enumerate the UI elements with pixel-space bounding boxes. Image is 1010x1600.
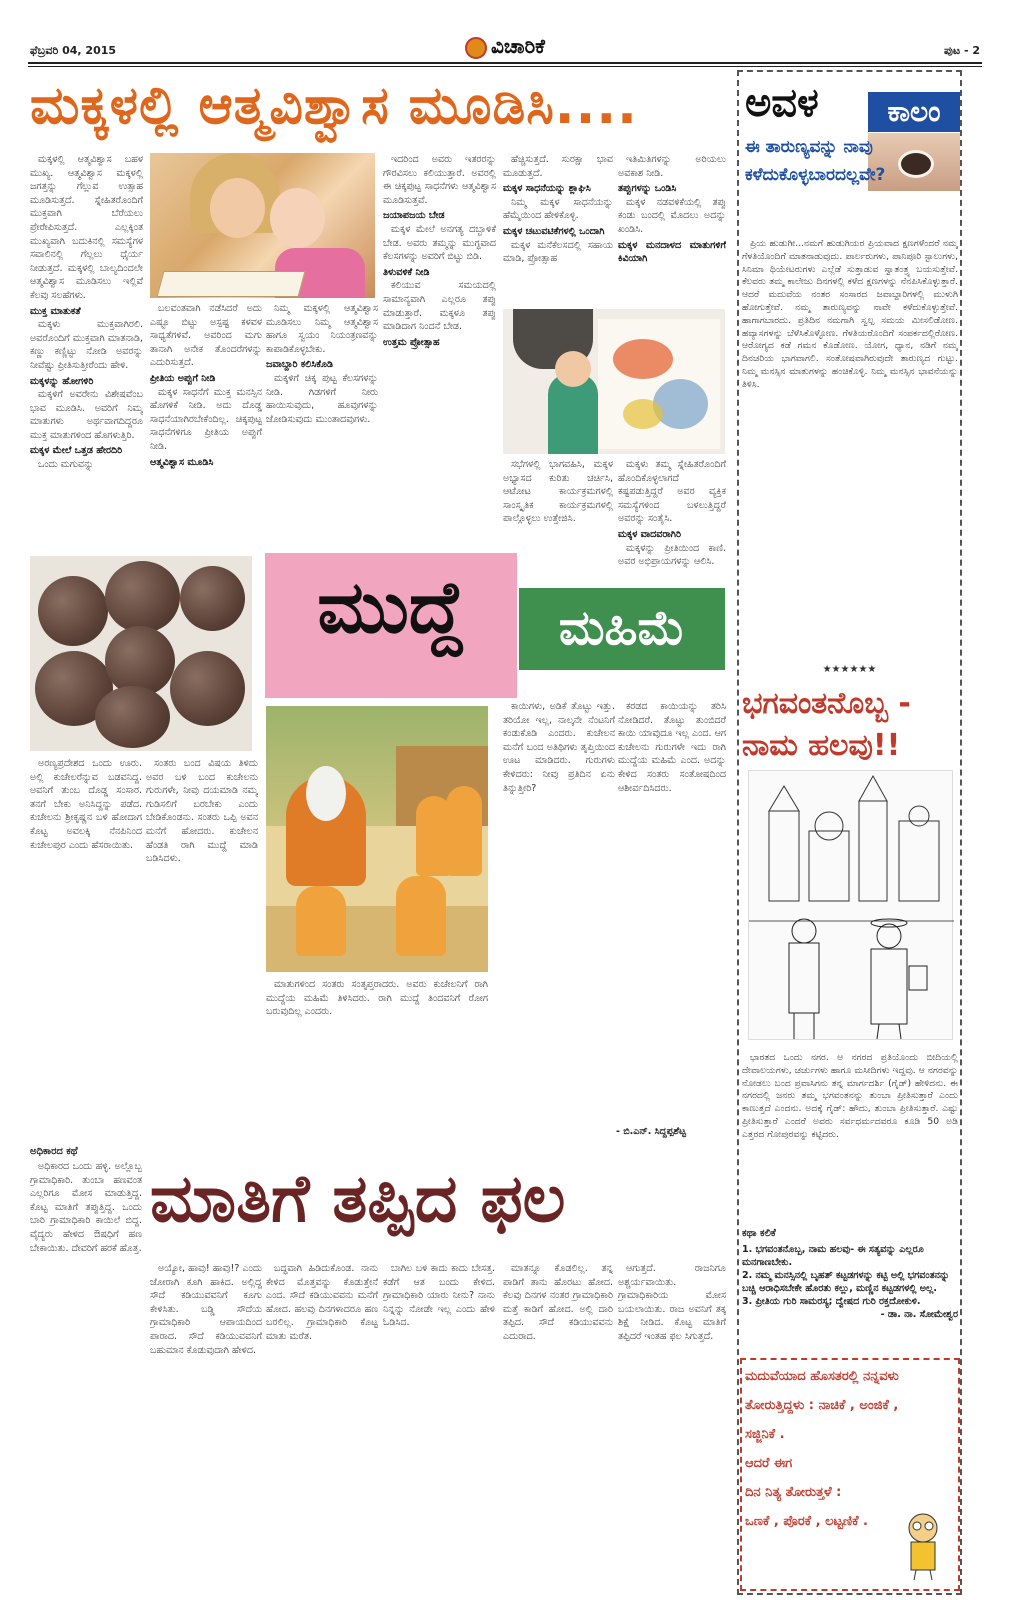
- issue-date: ಫೆಬ್ರವರಿ 04, 2015: [30, 44, 117, 57]
- article3-column-6: [618, 1262, 726, 1585]
- article3-label: ಅಧಿಕಾರದ ಕಥೆ: [30, 1146, 78, 1157]
- article1-paragraph: ಮಕ್ಕಳು ತಮ್ಮ ಸ್ನೇಹಿತರೊಂದಿಗೆ ಹೊಂದಿಕೊಳ್ಳಲಾಗದೆ ಕಷ್ಟಪಡುತ್ತಿದ್ದರೆ ಅವರ ವ್ಯಕ್ತಿಕ ಸಮಸ್ಯೆಗಳಿಂದ ಬಳಲುತ್ತಿದ್ದರೆ ಅವರನ್ನು ಸಂತೈಸಿ.: [618, 459, 726, 525]
- lesson-item: 1. ಭಗವಂತನೊಬ್ಬ, ನಾಮ ಹಲವು- ಈ ಸತ್ಯವನ್ನು ಎಲ್ಲರೂ ಮನಗಾಣಬೇಕು.: [742, 1244, 924, 1268]
- joke-line: ಆದರೆ ಈಗ: [745, 1456, 793, 1471]
- article1-paragraph: ಮಕ್ಕಳನ್ನು ಪ್ರೀತಿಯಿಂದ ಕಾಣಿ. ಅವರ ಅಭಿಪ್ರಾಯಗಳನ್ನು ಆಲಿಸಿ.: [618, 542, 726, 568]
- article1-subhead: ಜಯಾಪಜಯ ಬೇಡ: [383, 210, 445, 222]
- article1-column-3: [266, 302, 378, 545]
- header-divider: [28, 62, 982, 64]
- article2-paragraph: ಮಾತುಗಳಿಂದ ಸಂತರು ಸಂತೃಪ್ತರಾದರು. ಅವರು ಕುಚೇಲನಿಗೆ ರಾಗಿ ಮುದ್ದೆಯ ಮಹಿಮೆ ತಿಳಿಸಿದರು. ರಾಗಿ ಮುದ್ದೆ ತಿಂದವನಿಗೆ ರೋಗ ಬರುವುದಿಲ್ಲ ಎಂದರು.: [266, 979, 488, 1018]
- sidebar-column-title: ಅವಳ: [745, 80, 819, 126]
- article1-paragraph: ಮಕ್ಕಳ ನಡವಳಿಕೆಯಲ್ಲಿ ತಪ್ಪು ಕಂಡು ಬಂದಲ್ಲಿ ಮೊದಲು ಅದನ್ನು ಖಂಡಿಸಿ.: [618, 196, 726, 235]
- article2-column-1: [30, 757, 142, 1142]
- section-stars-divider: ★★★★★★: [822, 664, 877, 675]
- article1-paragraph: ನಿಮ್ಮ ಮಕ್ಕಳಲ್ಲಿ ಆತ್ಮವಿಶ್ವಾಸ ಮೂಡಿಸಲು ನಿಮ್ಮ ಆತ್ಮವಿಶ್ವಾಸ ಹಾಗೂ ಸ್ವಯಂ ನಿಯಂತ್ರಣವನ್ನು ಕಾಪಾಡಿಕೊಳ್ಳಬೇಕು.: [266, 303, 378, 355]
- article1-paragraph: ಮಕ್ಕಳಿಗೆ ಚಿಕ್ಕ ಪುಟ್ಟ ಕೆಲಸಗಳನ್ನು ನೀಡಿ. ಗಿಡಗಳಿಗೆ ನೀರು ಹಾಯಿಸುವುದು, ಹೂವುಗಳನ್ನು ಜೋಡಿಸುವುದು ಮುಂತಾದವುಗಳು.: [266, 372, 378, 425]
- joke-line: ಒಣಕೆ , ಪೊರಕೆ , ಲಟ್ಟಣಿಕೆ .: [745, 1514, 868, 1529]
- sidebar-subtitle: ಈ ತಾರುಣ್ಯವನ್ನು ನಾವು ಕಳೆದುಕೊಳ್ಳಬಾರದಲ್ಲವೇ?: [745, 137, 886, 185]
- joke-line: ದಿನ ನಿತ್ಯ ತೋರುತ್ತಳೆ :: [745, 1485, 842, 1500]
- article1-paragraph: ನಿಮ್ಮ ಮಕ್ಕಳ ಸಾಧನೆಯನ್ನು ಹೆಮ್ಮೆಯಿಂದ ಹೇಳಿಕೊಳ್ಳಿ.: [503, 196, 613, 222]
- article1-subhead: ಮಕ್ಕಳ ಮನದಾಳದ ಮಾತುಗಳಿಗೆ ಕಿವಿಯಾಗಿ: [618, 239, 726, 265]
- article2-column-5: [618, 700, 726, 1120]
- sidebar-story-body: [742, 1052, 958, 1224]
- article3-paragraph: ಮಾತನ್ನೂ ಕೊಡಲಿಲ್ಲ. ತನ್ನ ಪಾಡಿಗೆ ತಾನು ಹೊರಟು ಹೋದ. ಕೆಲವು ದಿನಗಳ ನಂತರ ಗ್ರಾಮಾಧಿಕಾರಿ ಮತ್ತೆ ಕಾಡಿಗೆ ಹೋದ. ಅಲ್ಲಿ ದಾರಿ ತಪ್ಪಿದ. ಸೌದೆ ಕಡಿಯುವವನು ಎದುರಾದ.: [503, 1263, 613, 1342]
- story-lesson-list: [742, 1243, 958, 1321]
- article1-subhead: ಮಕ್ಕಳ ಚಟುವಟಿಕೆಗಳಲ್ಲಿ ಒಂದಾಗಿ: [503, 225, 605, 237]
- mother-child-reading-photo: [150, 153, 375, 298]
- article1-headline: ಮಕ್ಕಳಲ್ಲಿ ಆತ್ಮವಿಶ್ವಾಸ ಮೂಡಿಸಿ....: [30, 76, 638, 136]
- article1-paragraph: ಮಕ್ಕಳ ಮೇಲೆ ಅನಗತ್ಯ ದಬ್ಬಾಳಿಕೆ ಬೇಡ. ಅವರು ತಮ್ಮನ್ನು ಮುಗ್ಧವಾದ ಕೆಲಸಗಳನ್ನು ಅವರಿಗೆ ಬಿಟ್ಟು ಬಿಡಿ.: [383, 223, 496, 263]
- article1-paragraph: ಬಲವಂತವಾಗಿ ನಡೆಸಿದರೆ ಅದು ಎಷ್ಟೂ ಬಿಟ್ಟು ಅಸ್ಪಷ್ಟ ಕಳವಳ ಸಾಧ್ಯತೆಗಳಿವೆ. ಅವರಿಂದ ಮಗು ತಾನಾಗಿ ಅನೇಕ ತೊಂದರೆಗಳನ್ನು ಎದುರಿಸುತ್ತದೆ.: [150, 303, 262, 369]
- article3-column-5: [503, 1262, 613, 1585]
- article1-paragraph: ಕಲಿಯುವ ಸಮಯದಲ್ಲಿ ಸಾಮಾನ್ಯವಾಗಿ ಎಲ್ಲರೂ ತಪ್ಪು ಮಾಡುತ್ತಾರೆ. ಮಕ್ಕಳೂ ತಪ್ಪು ಮಾಡಿದಾಗ ನಿಂದನೆ ಬೇಡ.: [383, 280, 496, 333]
- sidebar-paragraph: ಪ್ರಿಯ ಹುಡುಗೀ...ನಮಗೆ ಹುಡುಗಿಯರ ಪ್ರಿಯವಾದ ಕ್ಷಣಗಳೆಂದರೆ ನಮ್ಮ ಗೆಳತಿಯೊಂದಿಗೆ ಮಾತನಾಡುವುದು. ಪಾರ್ಲರುಗಳು, ಪಾನಿಪೂರಿ ಸ್ಟಾಲುಗಳು, ಸಿನಿಮಾ ಥಿಯೇಟರುಗಳು ಎಲ್ಲೆಡೆ ಸುತ್ತಾಡುವ ಸ್ವಾತಂತ್ರ್ಯ ಬಯಸುತ್ತೇವೆ. ಕೆಲವರು ತಮ್ಮ ಕಾಲೇಜು ದಿನಗಳಲ್ಲಿ ಕಳೆದ ಕ್ಷಣಗಳನ್ನು ನೆನಪಿಸಿಕೊಳ್ಳುತ್ತಾರೆ. ಆದರೆ ಮದುವೆಯ ನಂತರ ಸಂಸಾರದ ಜವಾಬ್ದಾರಿಗಳಲ್ಲಿ ಮುಳುಗಿ ಹೋಗುತ್ತೇವೆ. ನಮ್ಮ ತಾರುಣ್ಯವನ್ನು ನಾವೇ ಕಳೆದುಕೊಳ್ಳುತ್ತೇವೆ. ಹಾಗಾಗಬಾರದು. ಪ್ರತಿದಿನ ನಮಗಾಗಿ ಸ್ವಲ್ಪ ಸಮಯ ಮೀಸಲಿಡೋಣ. ಹವ್ಯಾಸಗಳನ್ನು ಬೆಳೆಸಿಕೊಳ್ಳೋಣ. ಗೆಳತಿಯರೊಂದಿಗೆ ಸಂಪರ್ಕದಲ್ಲಿರೋಣ. ಆರೋಗ್ಯದ ಕಡೆ ಗಮನ ಕೊಡೋಣ. ಯೋಗ, ಧ್ಯಾನ, ನಡಿಗೆ ನಮ್ಮ ದಿನಚರಿಯ ಭಾಗವಾಗಲಿ. ಸಂತೋಷವಾಗಿರುವುದೇ ತಾರುಣ್ಯದ ಗುಟ್ಟು. ನಿಮ್ಮ ಮನಸ್ಸಿನ ಮಾತುಗಳನ್ನು ಹಂಚಿಕೊಳ್ಳಿ. ನಿಮ್ಮ ಮನಸ್ಸಿನ ಭಾವನೆಯನ್ನು ತಿಳಿಸಿ.: [742, 238, 958, 390]
- article1-paragraph: ಇದರಿಂದ ಅವರು ಇತರರನ್ನು ಗೌರವಿಸಲು ಕಲಿಯುತ್ತಾರೆ. ಅವರಲ್ಲಿ ಈ ಚಿಕ್ಕಪುಟ್ಟ ಸಾಧನೆಗಳು ಆತ್ಮವಿಶ್ವಾಸ ಮೂಡಿಸುತ್ತವೆ.: [383, 154, 496, 206]
- article1-column-5b: [503, 458, 613, 586]
- article1-column-5: [503, 153, 613, 305]
- article1-paragraph: ಹೆಚ್ಚಿಸುತ್ತದೆ. ಸುರಕ್ಷಾ ಭಾವ ಮೂಡುತ್ತದೆ.: [503, 154, 613, 179]
- article1-subhead: ಮಕ್ಕಳ ವಾದವರಾಗಿರಿ: [618, 528, 681, 540]
- story-lesson-label: ಕಥಾ ಕಲಿಕೆ: [742, 1228, 776, 1239]
- article2-author: - ಬಿ.ಎನ್. ಸಿದ್ದಪ್ಪಶೆಟ್ಟ: [616, 1126, 686, 1137]
- sidebar-paragraph: ಭಾರತದ ಒಂದು ನಗರ. ಆ ನಗರದ ಪ್ರತಿಯೊಂದು ಬೀದಿಯಲ್ಲಿ ದೇವಾಲಯಗಳು, ಚರ್ಚುಗಳು ಹಾಗೂ ಮಸೀದಿಗಳು ಇದ್ದವು. ಆ ನಗರವನ್ನು ನೋಡಲು ಬಂದ ಪ್ರವಾಸಿಗನು ತನ್ನ ಮಾರ್ಗದರ್ಶಿ (ಗೈಡ್) ಹೇಳಿದನು. ಈ ನಗರದಲ್ಲಿ ಜನರು ತಮ್ಮ ಭಗವಂತನನ್ನು ತುಂಬಾ ಪ್ರೀತಿಸುತ್ತಾರೆ ಎಂದು ಕಾಣುತ್ತದೆ ಎಂದನು. ಅದಕ್ಕೆ ಗೈಡ್: ಹೌದು, ತುಂಬಾ ಪ್ರೀತಿಸುತ್ತಾರೆ. ಎಷ್ಟು ಪ್ರೀತಿಸುತ್ತಾರೆ ಎಂದರೆ ಅವರು ಸರ್ವಧರ್ಮದವರೂ ಕೂಡಿ 50 ಅಡಿ ಎತ್ತರದ ಗೋಪುರವನ್ನು ಕಟ್ಟಿದರು.: [742, 1052, 958, 1140]
- sage-with-disciples-illustration: [266, 706, 488, 972]
- logo-emblem-icon: [465, 37, 487, 59]
- newspaper-logo: [0, 34, 1010, 59]
- joke-line: ಸಜ್ಜಿನಿಕೆ .: [745, 1427, 785, 1442]
- sidebar-column-body: [742, 238, 958, 658]
- ragi-mudde-photo: [30, 556, 252, 751]
- logo-text: ವಿಚಾರಿಕೆ: [491, 34, 545, 58]
- article1-subhead: ಉತ್ತಮ ಪ್ರೋತ್ಸಾಹ: [383, 336, 440, 348]
- article1-column-6b: [618, 458, 726, 586]
- article3-paragraph: ಬಾಗಿಲ ಬಳಿ ಕಾದು ಕಾದು ಬೇಸತ್ತ. ಕಡೆಗೆ ಆತ ಬಂದು ಕೇಳಿದ. ಗ್ರಾಮಾಧಿಕಾರಿ ಯಾರು ನೀನು? ನಾನು ನಿನ್ನನ್ನು ನೋಡೇ ಇಲ್ಲ ಎಂದು ಹೇಳಿ ಓಡಿಸಿದ.: [383, 1263, 495, 1329]
- page-number: ಪುಟ - 2: [943, 44, 980, 57]
- article1-column-4: [383, 153, 496, 545]
- article1-subhead: ಆತ್ಮವಿಶ್ವಾಸ ಮೂಡಿಸಿ: [150, 456, 214, 468]
- father-son-painting-photo: [503, 309, 725, 454]
- article2-paragraph: ಸಂತರು ಬಂದ ವಿಷಯ ತಿಳಿದು ಅವರ ಬಳಿ ಬಂದ ಕುಚೇಲನು ಗುರುಗಳೇ, ನೀವು ದಯಮಾಡಿ ನಮ್ಮ ಗುಡಿಸಲಿಗೆ ಬರಬೇಕು ಎಂದು ಬೇಡಿಕೊಂಡನು. ಸಂತರು ಒಪ್ಪಿ ಅವನ ಮನೆಗೆ ಹೋದರು. ಕುಚೇಲನ ಹೆಂಡತಿ ರಾಗಿ ಮುದ್ದೆ ಮಾಡಿ ಬಡಿಸಿದಳು.: [146, 758, 258, 865]
- joke-line: ತೋರುತ್ತಿದ್ದಳು : ನಾಚಿಕೆ , ಅಂಜಿಕೆ ,: [745, 1398, 899, 1413]
- article1-column-2: [150, 302, 262, 545]
- article1-paragraph: ಮಕ್ಕಳ ಸಾಧನೆಗೆ ಮುಕ್ತ ಮನಸ್ಸಿನ ಹೊಗಳಿಕೆ ನೀಡಿ. ಅದು ದೊಡ್ಡ ಸಾಧನೆಯಾಗಿರಬೇಕೆಂದಿಲ್ಲ. ಚಿಕ್ಕಪುಟ್ಟ ಸಾಧನೆಗಳಿಗೂ ಪ್ರೀತಿಯ ಅಪ್ಪುಗೆ ನೀಡಿ.: [150, 386, 262, 452]
- cartoon-man-icon: [898, 1510, 948, 1580]
- tourist-guide-city-illustration: [748, 770, 953, 1040]
- article2-headline-main: ಮುದ್ದೆ: [317, 565, 465, 649]
- article1-column-1: [30, 153, 143, 545]
- article2-paragraph: ಕರಡದ ಕಾಯಿಯನ್ನು ತರಿಸಿ ನೋಡಿದರೆ. ತೊಟ್ಟು ತುಂಬಿದರೆ ಕಾಯಿ ಯಾವುದೂ ಇಲ್ಲ ಎಂದ. ಆಗ ಕುಚೇಲನು ಗುರುಗಳೇ ಇದು ರಾಗಿ ಮುದ್ದೆಯ ಮಹಿಮೆ ಎಂದ. ಅದನ್ನು ಕೇಳಿದ ಸಂತರು ಸಂತೋಷದಿಂದ ಆಶೀರ್ವದಿಸಿದರು.: [618, 701, 726, 794]
- article1-paragraph: ಒಂದು ಮಗುವನ್ನು: [38, 459, 94, 471]
- article3-column-4: [383, 1262, 495, 1585]
- article2-column-4: [503, 700, 615, 1142]
- article1-paragraph: ಸಭೆಗಳಲ್ಲಿ ಭಾಗವಹಿಸಿ, ಮಕ್ಕಳ ಅಭ್ಯಾಸದ ಕುರಿತು ಚರ್ಚಿಸಿ, ಆಟೋಟ ಕಾರ್ಯಕ್ರಮಗಳಲ್ಲಿ ಸಾಂಸ್ಕೃತಿಕ ಕಾರ್ಯಕ್ರಮಗಳಲ್ಲಿ ಪಾಲ್ಗೊಳ್ಳಲು ಉತ್ತೇಜಿಸಿ.: [503, 459, 613, 525]
- article2-column-2: [146, 757, 258, 1142]
- article2-headline-sub: ಮಹಿಮೆ: [558, 600, 686, 656]
- lesson-item: 2. ನಮ್ಮ ಮನಸ್ಸಿನಲ್ಲಿ ಬೃಹತ್ ಕಟ್ಟಡಗಳನ್ನು ಕಟ್ಟಿ ಅಲ್ಲಿ ಭಗವಂತನನ್ನು ಬಚ್ಚಿ ಆರಾಧಿಸಬೇಕೇ ಹೊರತು ಕಲ್ಲು, ಮಣ್ಣಿನ ಕಟ್ಟಡಗಳಲ್ಲಿ ಅಲ್ಲ.: [742, 1270, 950, 1294]
- article2-paragraph: ಅರಣ್ಯಪ್ರದೇಶದ ಒಂದು ಊರು. ಅಲ್ಲಿ ಕುಚೇಲರೆನ್ನುವ ಬಡವನಿದ್ದ. ಅವನಿಗೆ ತುಂಬ ದೊಡ್ಡ ಸಂಸಾರ. ತನಗೆ ಬೇಕು ಅನಿಸಿದ್ದನ್ನು ಪಡೆದ. ಕುಚೇಲನು ಶ್ರೀಕೃಷ್ಣನ ಬಳಿ ಹೋದಾಗ ಕೊಟ್ಟ ಅವಲಕ್ಕಿ ನೆನಪಿನಿಂದ ಕುಚೇಲಪುರ ಎಂದು ಹೆಸರಾಯಿತು.: [30, 758, 142, 851]
- header-divider-thin: [28, 66, 982, 67]
- article1-subhead: ಮುಕ್ತ ಮಾತುಕತೆ: [30, 305, 81, 317]
- article1-paragraph: ಮಕ್ಕಳಿಗೆ ಅವರೇನು ವಿಶೇಷವೆಂಬ ಭಾವ ಮೂಡಿಸಿ. ಅವರಿಗೆ ನಿಮ್ಮ ಮಾತುಗಳು ಅರ್ಥವಾಗದಿದ್ದರೂ ಮುಕ್ತ ಮಾತುಗಳಿಂದ ಹೊಗಳುತ್ತಿರಿ.: [30, 389, 143, 441]
- article3-headline: ಮಾತಿಗೆ ತಪ್ಪಿದ ಫಲ: [150, 1160, 566, 1237]
- joke-line: ಮದುವೆಯಾದ ಹೊಸತರಲ್ಲಿ ನನ್ನವಳು: [745, 1369, 899, 1384]
- sidebar-story-headline: ಭಗವಂತನೊಬ್ಬ - ನಾಮ ಹಲವು!!: [742, 686, 911, 763]
- article3-column-2: [150, 1262, 262, 1585]
- article1-paragraph: ಇತಿಮಿತಿಗಳನ್ನು ಅರಿಯಲು ಅವಕಾಶ ನೀಡಿ.: [618, 154, 726, 179]
- article1-subhead: ಪ್ರೀತಿಯ ಅಪ್ಪುಗೆ ನೀಡಿ: [150, 372, 216, 384]
- article1-paragraph: ಮಕ್ಕಳ ಮನೆಕೆಲಸದಲ್ಲಿ ಸಹಾಯ ಮಾಡಿ, ಪ್ರೋತ್ಸಾಹ: [503, 239, 613, 265]
- sidebar-kaalam-badge: ಕಾಲಂ: [868, 92, 960, 132]
- article1-paragraph: ಮಕ್ಕಳಲ್ಲಿ ಆತ್ಮವಿಶ್ವಾಸ ಬಹಳ ಮುಖ್ಯ. ಆತ್ಮವಿಶ್ವಾಸ ಮಕ್ಕಳಲ್ಲಿ ಜಗತ್ತನ್ನು ಗೆಲ್ಲುವ ಉತ್ಸಾಹ ಮೂಡಿಸುತ್ತದೆ. ಸ್ನೇಹಿತರೊಂದಿಗೆ ಮುಕ್ತವಾಗಿ ಬೆರೆಯಲು ಪ್ರೇರೇಪಿಸುತ್ತದೆ. ಎಲ್ಲಕ್ಕಿಂತ ಮುಖ್ಯವಾಗಿ ಬದುಕಿನಲ್ಲಿ ಸಮಸ್ಯೆಗಳ ಸವಾಲಿನಲ್ಲಿ ಗೆಲ್ಲಲು ಧೈರ್ಯ ನೀಡುತ್ತದೆ. ಮಕ್ಕಳಲ್ಲಿ ಬಾಲ್ಯದಿಂದಲೇ ಆತ್ಮವಿಶ್ವಾಸ ಮೂಡಿಸಲು ಇಲ್ಲಿವೆ ಕೆಲವು ಸಲಹೆಗಳು.: [30, 154, 143, 301]
- article3-paragraph: ಆಗುತ್ತದೆ. ರಾಜನಿಗೂ ಅಶ್ಚರ್ಯವಾಯಿತು. ಗ್ರಾಮಾಧಿಕಾರಿಯ ಮೋಸ ಬಯಲಾಯಿತು. ರಾಜ ಅವನಿಗೆ ತಕ್ಕ ಶಿಕ್ಷೆ ನೀಡಿದ. ಕೊಟ್ಟ ಮಾತಿಗೆ ತಪ್ಪಿದರೆ ಇಂತಹ ಫಲ ಸಿಗುತ್ತದೆ.: [618, 1263, 726, 1342]
- article1-paragraph: ಮಕ್ಕಳು ಮುಕ್ತವಾಗಿರಲಿ. ಅವರೊಂದಿಗೆ ಮುಕ್ತವಾಗಿ ಮಾತನಾಡಿ, ಕಣ್ಣು ಕಣ್ಣಿಟ್ಟು ನೋಡಿ ಅವರನ್ನು ನೀವೆಷ್ಟು ಪ್ರೀತಿಸುತ್ತೀರೆಂದು ಹೇಳಿ.: [30, 319, 143, 371]
- article1-subhead: ಮಕ್ಕಳ ಮೇಲೆ ಒತ್ತಡ ಹೇರದಿರಿ: [30, 445, 123, 457]
- article3-paragraph: ಅಯ್ಯೋ, ಹಾವು! ಹಾವು!? ಎಂದು ಜೋರಾಗಿ ಕೂಗಿ ಹಾಕಿದ. ಅಲ್ಲಿದ್ದ ಸೌದೆ ಕಡಿಯುವವನಿಗೆ ಕೂಗು ಕೇಳಿಸಿತು. ಬಡ್ಡಿ ಸೌದೆಯ ಗ್ರಾಮಾಧಿಕಾರಿ ಆಪಾಯದಿಂದ ಪಾರಾದ. ಸೌದೆ ಕಡಿಯುವವನಿಗೆ ಬಹುಮಾನ ಕೊಡುವುದಾಗಿ ಹೇಳಿದ.: [150, 1263, 262, 1356]
- article1-subhead: ಮಕ್ಕಳನ್ನು ಹೋಗಳಿರಿ: [30, 375, 94, 387]
- article3-column-1: [30, 1160, 142, 1585]
- article1-column-6: [618, 153, 726, 305]
- lesson-item: 3. ಪ್ರೀತಿಯ ಗುರಿ ಸಾಮರಸ್ಯ; ದ್ವೇಷದ ಗುರಿ ರಕ್ತದೋಕುಳಿ.: [742, 1296, 921, 1307]
- article2-paragraph: ಕಾಯಿಗಳು, ಅಡಿಕೆ ತೊಟ್ಟು ಇತ್ತು. ತರಿಯೋ ಇಲ್ಲ, ನಾಲ್ಕನೇ ನೆಂಟನಿಗೆ ಕಂಡುಕೊಡಿ ಎಂದರು. ಕುಚೇಲನ ಮನೆಗೆ ಬಂದ ಅತಿಥಿಗಳು ತೃಪ್ತಿಯಿಂದ ಊಟ ಮಾಡಿದರು. ಗುರುಗಳು ಕೇಳಿದರು: ನೀವು ಪ್ರತಿದಿನ ಏನು ತಿನ್ನುತ್ತೀರಿ?: [503, 701, 615, 794]
- article3-paragraph: ಅಧಿಕಾರದ ಒಂದು ಹಳ್ಳಿ. ಅಲ್ಲೊಬ್ಬ ಗ್ರಾಮಾಧಿಕಾರಿ. ತುಂಬಾ ಹಣವಂತ ಎಲ್ಲರಿಗೂ ಮೋಸ ಮಾಡುತ್ತಿದ್ದ. ಕೊಟ್ಟ ಮಾತಿಗೆ ತಪ್ಪುತ್ತಿದ್ದ. ಒಂದು ಬಾರಿ ಗ್ರಾಮಾಧಿಕಾರಿ ಕಾಯಿಲೆ ಬಿದ್ದ. ವೈದ್ಯರು ಹೇಳಿದ ಔಷಧಿಗೆ ಹಣ ಬೇಕಾಯಿತು. ದೇವರಿಗೆ ಹರಕೆ ಹೊತ್ತ.: [30, 1161, 142, 1254]
- lesson-author: - ಡಾ. ನಾ. ಸೋಮೇಶ್ವರ: [880, 1309, 958, 1320]
- article1-subhead: ತಿಳುವಳಿಕೆ ನೀಡಿ: [383, 266, 430, 278]
- article1-subhead: ಮಕ್ಕಳ ಸಾಧನೆಯನ್ನು ಶ್ಲಾಘಿಸಿ: [503, 183, 591, 195]
- article3-paragraph: ಬದ್ಧವಾಗಿ ಹಿಡಿದುಕೊಂಡ. ನಾನು ಕೇಳಿದ ಮೊತ್ತವನ್ನು ಕೊಡುತ್ತೇನೆ ಎಂದ. ಸೌದೆ ಕಡಿಯುವವನು ಮನೆಗೆ ಹೋದ. ಹಲವು ದಿನಗಳಾದರೂ ಹಣ ಬರಲಿಲ್ಲ. ಗ್ರಾಮಾಧಿಕಾರಿ ಕೊಟ್ಟ ಮಾತು ಮರೆತ.: [266, 1263, 378, 1342]
- article1-subhead: ತಪ್ಪುಗಳನ್ನು ಒಂಡಿಸಿ: [618, 183, 677, 195]
- article2-column-3: [266, 978, 488, 1142]
- article3-column-3: [266, 1262, 378, 1585]
- article1-subhead: ಜವಾಬ್ದಾರಿ ಕಲಿಸಿಕೊಡಿ: [266, 359, 333, 371]
